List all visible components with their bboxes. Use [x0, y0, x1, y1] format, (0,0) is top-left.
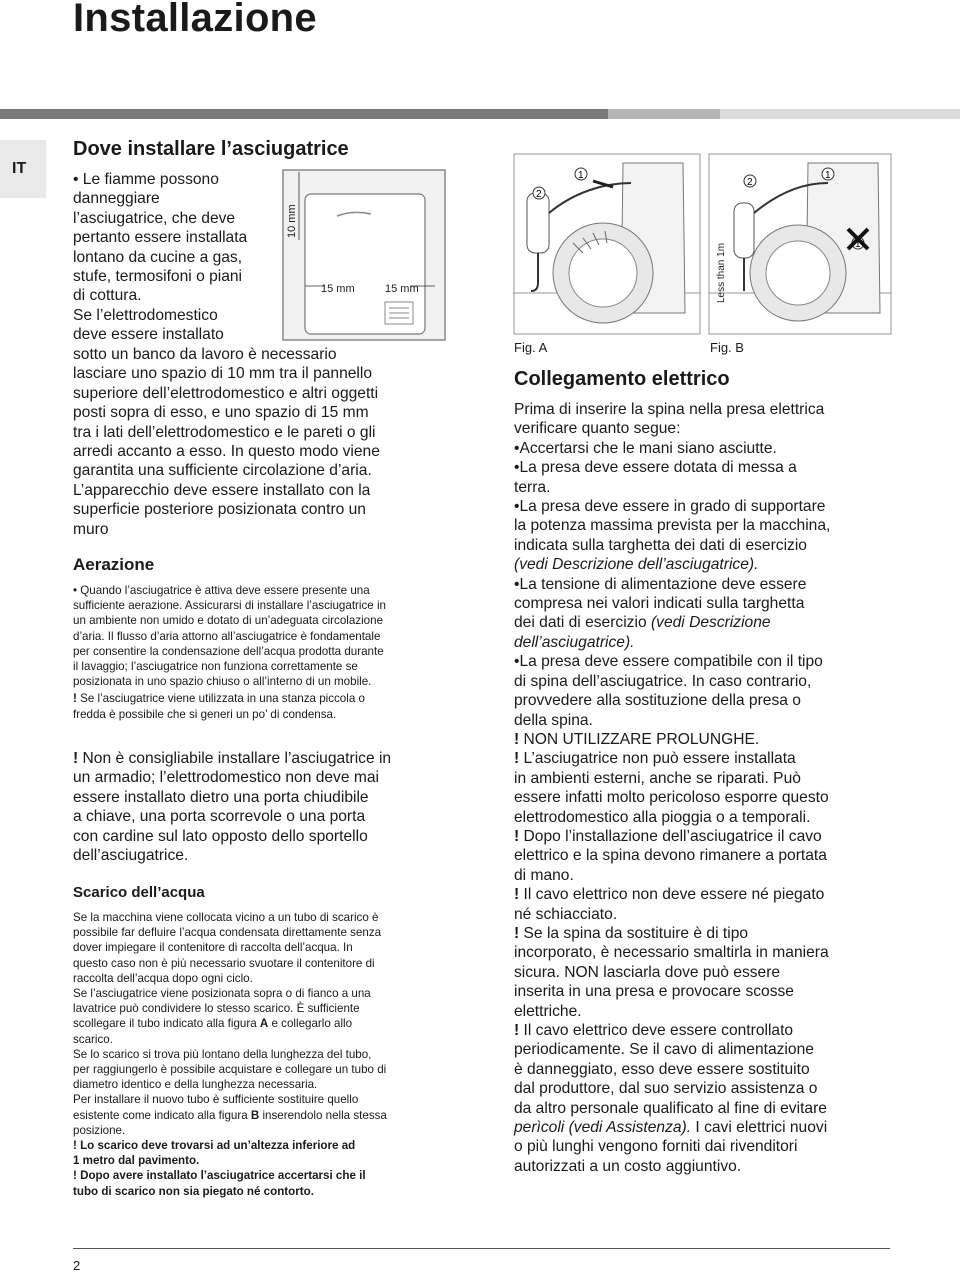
warning-mark: ! [514, 924, 520, 942]
text-line: tubo di scarico non sia piegato né contorto. [73, 1184, 314, 1198]
language-tab [0, 140, 46, 198]
text-line: è danneggiato, esso deve essere sostituito [514, 1060, 810, 1078]
marker-label: 2 [747, 177, 753, 188]
scarico-text [73, 910, 463, 1199]
text-line: posizionata in uno spazio chiuso o all’interno di un mobile. [73, 675, 372, 689]
text-line: compresa nei valori indicati sulla targhetta [514, 595, 805, 613]
text-line: indicata sulla targhetta dei dati di esercizio [514, 536, 807, 554]
text-line: I cavi elettrici nuovi [691, 1119, 828, 1137]
text-line: verificare quanto segue: [514, 420, 681, 438]
text-line: L’asciugatrice non può essere installata [519, 750, 796, 768]
text-line: dell’asciugatrice). [514, 633, 635, 651]
warning-mark: ! [514, 730, 520, 748]
warning-mark: ! [73, 750, 79, 767]
text-line: Il cavo elettrico non deve essere né piegato [519, 886, 825, 904]
text-line: il lavaggio; l’asciugatrice non funziona correttamente se [73, 660, 358, 674]
text-line: •Accertarsi che le mani siano asciutte. [514, 439, 777, 457]
text-line: esistente come indicato alla figura [73, 1108, 251, 1122]
text-line: Se l’asciugatrice viene posizionata sopra o di fianco a una [73, 987, 371, 1001]
page-number: 2 [73, 1258, 81, 1273]
text-line: essere installato dietro una porta chiudibile [73, 788, 369, 806]
collegamento-text [514, 400, 904, 1176]
marker-label: 2 [536, 189, 542, 200]
text-line: dei dati di esercizio [514, 614, 651, 632]
text-line: arredi accanto a esso. In questo modo viene [73, 443, 380, 461]
section-heading-aerazione: Aerazione [73, 555, 155, 574]
text-line: elettrico e la spina devono rimanere a portata [514, 847, 827, 865]
text-line: Se l’elettrodomestico [73, 306, 218, 324]
text-line: per consentire la condensazione dell’acqua prodotta durante [73, 644, 384, 658]
text-line: Il cavo elettrico deve essere controllato [519, 1022, 794, 1039]
text-line: provvedere alla sostituzione della presa o [514, 692, 801, 710]
text-line: pertanto essere installata [73, 229, 248, 247]
text-line: inserita in una presa e provocare scosse [514, 983, 794, 1001]
figure-b-label: Fig. B [710, 340, 744, 355]
marker-label: 1 [825, 170, 831, 181]
text-line: la potenza massima prevista per la macchina, [514, 517, 831, 535]
clearance-diagram [275, 162, 455, 347]
text-line: questo caso non è più necessario svuotare il contenitore di [73, 956, 375, 970]
dove-body-text [73, 345, 453, 539]
text-line: l’asciugatrice, che deve [73, 209, 236, 227]
header-band-mid [608, 109, 720, 119]
text-line: stufe, termosifoni o piani [73, 268, 243, 286]
text-line: elettrodomestico alla pioggia o a temporali. [514, 808, 811, 826]
text-line: per raggiungerlo è possibile acquistare e collegare un tubo di [73, 1063, 387, 1077]
warning-mark: ! [514, 886, 520, 904]
text-line: lasciare uno spazio di 10 mm tra il pannello [73, 365, 373, 383]
text-line: dover impiegare il contenitore di raccolta dell’acqua. In [73, 941, 353, 955]
warning-mark: ! [73, 1139, 77, 1153]
text-line: scollegare il tubo indicato alla figura [73, 1017, 260, 1031]
marker-label: 1 [855, 239, 861, 250]
text-line: garantita una sufficiente circolazione d’aria. [73, 462, 372, 480]
section-heading-dove: Dove installare l’asciugatrice [73, 138, 349, 160]
text-line: perìcoli (vedi Assistenza). [514, 1119, 692, 1137]
gap-left-label: 15 mm [321, 283, 355, 295]
text-line: •La presa deve essere in grado di supportare [514, 498, 826, 516]
text-line: L’apparecchio deve essere installato con la [73, 481, 371, 499]
text-line: un ambiente non umido e dotato di un’adeguata circolazione [73, 614, 384, 628]
text-line: dal produttore, dal suo servizio assistenza o [514, 1080, 818, 1098]
text-line: di mano. [514, 866, 574, 884]
section-heading-collegamento: Collegamento elettrico [514, 368, 730, 390]
text-line: in ambienti esterni, anche se riparati. Può [514, 769, 801, 787]
text-line: Se l’asciugatrice viene utilizzata in una stanza piccola o [76, 692, 365, 706]
text-line: tra i lati dell’elettrodomestico e le pareti o gli [73, 423, 376, 441]
text-line: diametro identico e della lunghezza necessaria. [73, 1078, 318, 1092]
text-line: sicura. NON lasciarla dove può essere [514, 963, 781, 981]
text-line: •La presa deve essere compatibile con il tipo [514, 653, 823, 671]
gap-right-label: 15 mm [385, 283, 419, 295]
gap-top-label: 10 mm [286, 204, 298, 238]
footer-divider [73, 1248, 890, 1249]
text-line: fredda è possibile che si generi un po’ di condensa. [73, 707, 337, 721]
text-line: superiore dell’elettrodomestico e altri oggetti [73, 384, 379, 402]
text-line: inserendolo nella stessa [259, 1108, 387, 1122]
dove-wrap-text [73, 170, 293, 345]
text-line: Se la macchina viene collocata vicino a un tubo di scarico è [73, 911, 379, 924]
text-line: NON UTILIZZARE PROLUNGHE. [519, 730, 760, 748]
text-line: terra. [514, 478, 551, 496]
text-line: •La presa deve essere dotata di messa a [514, 459, 797, 477]
text-line: Se la spina da sostituire è di tipo [519, 924, 749, 942]
marker-label: 1 [578, 170, 584, 181]
text-line: Lo scarico deve trovarsi ad un’altezza inferiore ad [76, 1139, 356, 1153]
text-line: sufficiente aerazione. Assicurarsi di installare l’asciugatrice in [73, 599, 386, 613]
figure-b-illustration [708, 153, 892, 335]
text-line: 1 metro dal pavimento. [73, 1154, 200, 1168]
text-line: muro [73, 520, 109, 538]
text-line: Prima di inserire la spina nella presa elettrica [514, 401, 825, 418]
text-line: dell’asciugatrice. [73, 847, 189, 865]
header-band-dark [0, 109, 608, 119]
text-line: • Quando l’asciugatrice è attiva deve essere presente una [73, 584, 370, 597]
text-line: posizione. [73, 1123, 126, 1137]
text-line: e collegarlo allo [268, 1017, 353, 1031]
header-band-light [720, 109, 960, 119]
text-line: elettriche. [514, 1002, 582, 1020]
aerazione-warning-block [73, 749, 463, 865]
aerazione-text [73, 583, 463, 722]
text-line: un armadio; l’elettrodomestico non deve mai [73, 769, 379, 787]
page-title: Installazione [73, 0, 317, 40]
text-line: Per installare il nuovo tubo è sufficiente sostituire quello [73, 1093, 359, 1107]
text-line: lavatrice può condividere lo stesso scarico. È sufficiente [73, 1002, 360, 1016]
text-line: Non è consigliabile installare l’asciugatrice in [78, 750, 392, 767]
text-line: • Le fiamme possono [73, 171, 219, 188]
figure-ref-b: B [250, 1108, 260, 1122]
warning-mark: ! [73, 692, 77, 706]
text-line: posti sopra di esso, e uno spazio di 15 mm [73, 404, 369, 422]
text-line: Dopo avere installato l’asciugatrice accertarsi che il [76, 1169, 366, 1183]
text-line: raccolta dell’acqua dopo ogni ciclo. [73, 971, 253, 985]
figure-a-illustration [513, 153, 701, 335]
text-line: (vedi Descrizione [650, 614, 771, 632]
text-line: né schiacciato. [514, 905, 618, 923]
text-line: autorizzati a un costo aggiuntivo. [514, 1157, 742, 1175]
text-line: con cardine sul lato opposto dello sportello [73, 827, 368, 845]
text-line: d’aria. Il flusso d’aria attorno all’asciugatrice è fondamentale [73, 629, 381, 643]
text-line: lontano da cucine a gas, [73, 248, 243, 266]
text-line: periodicamente. Se il cavo di alimentazione [514, 1041, 814, 1059]
text-line: di spina dell’asciugatrice. In caso contrario, [514, 672, 812, 690]
warning-mark: ! [514, 1022, 520, 1039]
language-label: IT [12, 160, 27, 177]
section-heading-scarico: Scarico dell’acqua [73, 884, 205, 901]
text-line: o più lunghi vengono forniti dai rivenditori [514, 1138, 798, 1156]
text-line: da altro personale qualificato al fine di evitare [514, 1099, 827, 1117]
text-line: (vedi Descrizione dell’asciugatrice). [514, 556, 759, 574]
text-line: sotto un banco da lavoro è necessario [73, 346, 337, 363]
text-line: Dopo l’installazione dell’asciugatrice il cavo [519, 827, 822, 845]
text-line: superficie posteriore posizionata contro un [73, 501, 366, 519]
text-line: della spina. [514, 711, 593, 729]
text-line: essere infatti molto pericoloso esporre questo [514, 789, 829, 807]
text-line: Se lo scarico si trova più lontano della lunghezza del tubo, [73, 1047, 372, 1061]
text-line: a chiave, una porta scorrevole o una porta [73, 808, 366, 826]
text-line: •La tensione di alimentazione deve essere [514, 575, 807, 593]
text-line: scarico. [73, 1032, 113, 1046]
warning-mark: ! [514, 750, 520, 768]
warning-mark: ! [514, 827, 520, 845]
text-line: danneggiare [73, 190, 160, 208]
height-label: Less than 1m [716, 242, 727, 303]
figure-ref-a: A [259, 1017, 269, 1031]
text-line: di cottura. [73, 287, 142, 305]
text-line: possibile far defluire l’acqua condensata direttamente senza [73, 926, 382, 940]
figure-a-label: Fig. A [514, 340, 548, 355]
text-line: deve essere installato [73, 326, 224, 344]
warning-mark: ! [73, 1169, 77, 1183]
text-line: incorporato, è necessario smaltirla in maniera [514, 944, 829, 962]
